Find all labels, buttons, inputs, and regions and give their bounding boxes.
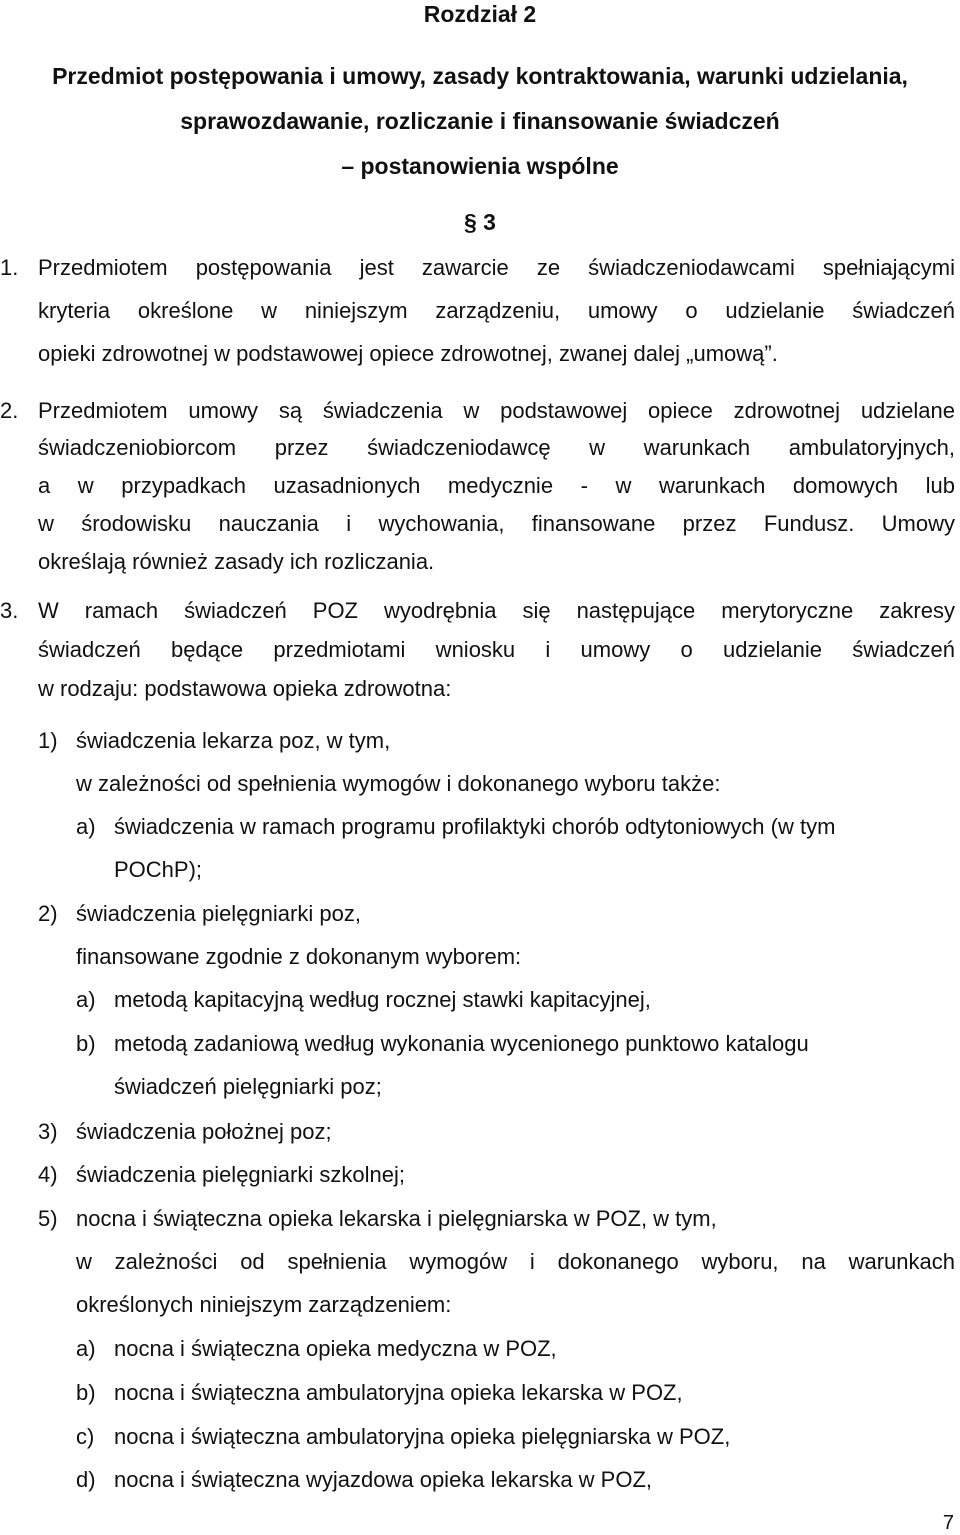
list-item-text: świadczenia pielęgniarki poz, (76, 901, 361, 926)
paragraph-2-line-5: określają również zasady ich rozliczania. (38, 549, 435, 574)
list-item-text: świadczenia pielęgniarki szkolnej; (76, 1162, 405, 1187)
paragraph-3-line-3: w rodzaju: podstawowa opieka zdrowotna: (38, 676, 452, 701)
paragraph-2-line-3: a w przypadkach uzasadnionych medycznie - w warunkach domowych lub (38, 473, 955, 498)
sub-list-item-text: świadczenia w ramach programu profilaktyki chorób odtytoniowych (w tym (114, 814, 836, 839)
list-item-label: 5) (38, 1206, 58, 1231)
sub-list-item-text: metodą kapitacyjną według rocznej stawki kapitacyjnej, (114, 987, 651, 1012)
paragraph-1-line-2: kryteria określone w niniejszym zarządzeniu, umowy o udzielanie świadczeń (38, 298, 955, 323)
paragraph-2-line-4: w środowisku nauczania i wychowania, finansowane przez Fundusz. Umowy (38, 511, 955, 536)
sub-list-item-label: b) (76, 1380, 96, 1405)
list-item-note: określonych niniejszym zarządzeniem: (76, 1292, 452, 1317)
sub-list-item-label: a) (76, 814, 96, 839)
sub-list-item-text: nocna i świąteczna wyjazdowa opieka lekarska w POZ, (114, 1467, 653, 1492)
sub-list-item-label: a) (76, 1336, 96, 1361)
list-item-note: finansowane zgodnie z dokonanym wyborem: (76, 944, 522, 969)
paragraph-1-line-1: 1. Przedmiotem postępowania jest zawarcie ze świadczeniodawcami spełniającymi (0, 255, 955, 280)
list-item-label: 1) (38, 728, 58, 753)
title-line-2: sprawozdawanie, rozliczanie i finansowanie świadczeń (180, 108, 780, 134)
sub-list-item-label: b) (76, 1031, 96, 1056)
sub-list-item-text: nocna i świąteczna ambulatoryjna opieka lekarska w POZ, (114, 1380, 683, 1405)
list-item-note: w zależności od spełnienia wymogów i dokonanego wyboru, na warunkach (76, 1249, 955, 1274)
paragraph-number: 1. (0, 255, 19, 280)
paragraph-number: 2. (0, 398, 19, 423)
list-item-label: 2) (38, 901, 58, 926)
sub-list-item-text: nocna i świąteczna opieka medyczna w POZ, (114, 1336, 557, 1361)
paragraph-1-line-3: opieki zdrowotnej w podstawowej opiece zdrowotnej, zwanej dalej „umową”. (38, 341, 778, 366)
paragraph-3-line-1: 3. W ramach świadczeń POZ wyodrębnia się następujące merytoryczne zakresy (0, 598, 955, 623)
list-item-label: 4) (38, 1162, 58, 1187)
section-heading: § 3 (464, 209, 496, 235)
page-number: 7 (942, 1512, 954, 1534)
chapter-heading: Rozdział 2 (423, 1, 537, 27)
list-item-text: nocna i świąteczna opieka lekarska i pielęgniarska w POZ, w tym, (76, 1206, 717, 1231)
title-line-1: Przedmiot postępowania i umowy, zasady kontraktowania, warunki udzielania, (52, 63, 908, 89)
paragraph-2-line-1: 2. Przedmiotem umowy są świadczenia w podstawowej opiece zdrowotnej udzielane (0, 398, 955, 423)
sub-list-item-text: metodą zadaniową według wykonania wycenionego punktowo katalogu (114, 1031, 809, 1056)
sub-list-item-text: nocna i świąteczna ambulatoryjna opieka pielęgniarska w POZ, (114, 1424, 731, 1449)
paragraph-number: 3. (0, 598, 19, 623)
sub-list-item-continuation: POChP); (114, 857, 203, 882)
sub-list-item-label: d) (76, 1467, 96, 1492)
list-item-label: 3) (38, 1119, 58, 1144)
list-item-note: w zależności od spełnienia wymogów i dokonanego wyboru także: (76, 771, 721, 796)
paragraph-2-line-2: świadczeniobiorcom przez świadczeniodawcę w warunkach ambulatoryjnych, (38, 435, 955, 460)
sub-list-item-label: a) (76, 987, 96, 1012)
list-item-text: świadczenia położnej poz; (76, 1119, 332, 1144)
sub-list-item-continuation: świadczeń pielęgniarki poz; (114, 1074, 382, 1099)
title-line-3: – postanowienia wspólne (341, 153, 619, 179)
list-item-text: świadczenia lekarza poz, w tym, (76, 728, 391, 753)
sub-list-item-label: c) (76, 1424, 95, 1449)
paragraph-3-line-2: świadczeń będące przedmiotami wniosku i umowy o udzielanie świadczeń (38, 637, 955, 662)
